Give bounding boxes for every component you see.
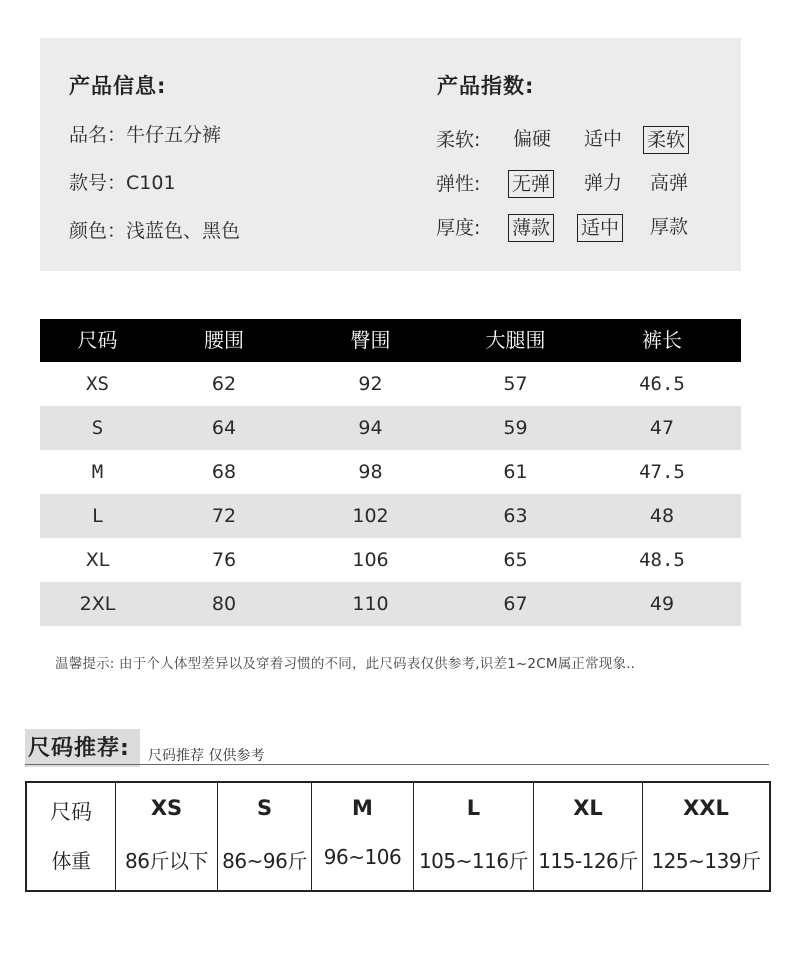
cell-size: M — [91, 461, 104, 483]
cell-thigh: 65 — [503, 549, 528, 571]
weight-range: 105~116斤 — [418, 849, 529, 873]
weight-col — [643, 783, 769, 890]
cell-waist: 72 — [211, 505, 237, 527]
header-size: 尺码 — [77, 328, 118, 352]
cell-size: S — [91, 417, 104, 439]
cell-size: 2XL — [79, 593, 116, 615]
cell-length: 48.5 — [639, 549, 685, 571]
weight-label-weight: 体重 — [51, 849, 91, 873]
header-hip: 臀围 — [350, 328, 391, 352]
cell-length: 49 — [649, 593, 675, 615]
weight-col — [312, 783, 414, 890]
cell-waist: 68 — [211, 461, 237, 483]
index-label-softness: 柔软: — [436, 129, 481, 151]
cell-thigh: 57 — [503, 373, 528, 395]
cell-hip: 94 — [358, 417, 383, 439]
product-index-title: 产品指数: — [437, 74, 535, 98]
cell-hip: 98 — [358, 461, 383, 483]
index-row-thickness — [436, 214, 716, 242]
table-row — [40, 582, 741, 626]
cell-length: 48 — [649, 505, 675, 527]
weight-range: 115-126斤 — [538, 849, 638, 873]
index-label-elasticity: 弹性: — [436, 173, 481, 195]
size-table — [40, 319, 741, 626]
cell-thigh: 63 — [503, 505, 528, 527]
product-color-line: 颜色：浅蓝色、黑色 — [69, 220, 241, 242]
recommendation-subtitle: 尺码推荐 仅供参考 — [148, 748, 265, 764]
weight-col — [534, 783, 643, 890]
weight-size: M — [352, 796, 373, 820]
weight-range: 96~106 — [323, 845, 402, 869]
cell-hip: 110 — [352, 593, 389, 615]
table-row — [40, 406, 741, 450]
cell-thigh: 59 — [503, 417, 528, 439]
index-option-selected: 柔软 — [643, 126, 689, 154]
weight-label-size: 尺码 — [50, 800, 92, 824]
table-row — [40, 494, 741, 538]
index-option: 偏硬 — [513, 128, 552, 150]
cell-hip: 92 — [358, 373, 383, 395]
index-label-thickness: 厚度: — [436, 217, 481, 239]
weight-col — [116, 783, 218, 890]
cell-length: 47.5 — [639, 461, 685, 483]
size-tip-note: 温馨提示: 由于个人体型差异以及穿着习惯的不同，此尺码表仅供参考,识差1~2CM属正常现象.. — [55, 656, 636, 672]
weight-table — [25, 781, 771, 892]
cell-hip: 102 — [352, 505, 389, 527]
index-row-softness — [436, 126, 716, 154]
size-table-header — [40, 319, 741, 362]
weight-col-label — [27, 783, 116, 890]
index-option: 高弹 — [650, 172, 689, 194]
weight-size: XXL — [683, 796, 729, 820]
cell-length: 47 — [649, 417, 675, 439]
cell-thigh: 61 — [503, 461, 528, 483]
header-length: 裤长 — [642, 328, 682, 352]
cell-size: L — [92, 505, 103, 527]
product-info-title: 产品信息: — [69, 74, 167, 98]
cell-size: XS — [86, 373, 109, 395]
weight-range: 125~139斤 — [651, 849, 761, 873]
product-style-line: 款号：C101 — [69, 172, 176, 194]
cell-waist: 80 — [211, 593, 237, 615]
cell-waist: 76 — [211, 549, 237, 571]
recommendation-divider — [25, 764, 769, 765]
weight-range: 86~96斤 — [222, 849, 307, 873]
index-option: 厚款 — [650, 216, 689, 238]
index-option: 弹力 — [584, 172, 623, 194]
header-thigh: 大腿围 — [485, 328, 546, 352]
index-row-elasticity — [436, 170, 716, 198]
cell-thigh: 67 — [503, 593, 528, 615]
product-name-line: 品名：牛仔五分裤 — [69, 124, 222, 146]
weight-size: S — [256, 796, 273, 820]
weight-size: L — [466, 796, 481, 820]
table-row — [40, 538, 741, 582]
index-option-selected: 无弹 — [508, 170, 554, 198]
index-option-selected: 薄款 — [508, 214, 554, 242]
cell-size: XL — [85, 549, 110, 571]
weight-col — [218, 783, 312, 890]
weight-size: XL — [573, 796, 603, 820]
weight-range: 86斤以下 — [125, 849, 208, 873]
weight-size: XS — [150, 796, 183, 820]
header-waist: 腰围 — [204, 328, 244, 352]
weight-col — [414, 783, 534, 890]
cell-length: 46.5 — [639, 373, 685, 395]
table-row — [40, 362, 741, 406]
cell-waist: 62 — [211, 373, 237, 395]
cell-waist: 64 — [211, 417, 237, 439]
table-row — [40, 450, 741, 494]
index-option: 适中 — [584, 128, 623, 150]
cell-hip: 106 — [352, 549, 389, 571]
index-option-selected: 适中 — [577, 214, 623, 242]
recommendation-title: 尺码推荐: — [28, 736, 130, 761]
